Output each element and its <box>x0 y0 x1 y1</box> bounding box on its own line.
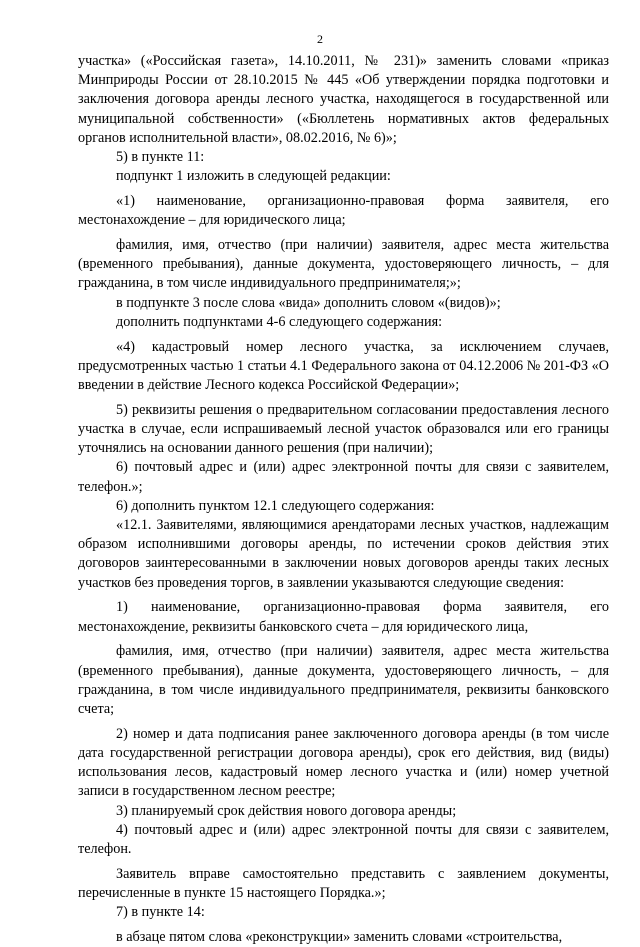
document-body <box>78 52 609 947</box>
paragraph-17: 4) почтовый адрес и (или) адрес электронной почты для связи с заявителем, телефон. <box>78 821 609 858</box>
paragraph-2: 5) в пункте 11: <box>116 149 205 166</box>
paragraph-16: 3) планируемый срок действия нового договора аренды; <box>116 802 457 819</box>
paragraph-4: «1) наименование, организационно-правовая форма заявителя, его местонахождение – для юридического лица; <box>78 193 609 229</box>
paragraph-14: фамилия, имя, отчество (при наличии) заявителя, адрес места жительства (временного пребывания), данные документа, удостоверяющего личность, – для гражданина, в том числе индивидуального предпринимателя, реквизиты банковского счета; <box>78 643 609 718</box>
paragraph-19: 7) в пункте 14: <box>116 904 205 921</box>
paragraph-3: подпункт 1 изложить в следующей редакции: <box>116 168 391 185</box>
paragraph-20: в абзаце пятом слова «реконструкции» заменить словами «строительства, <box>116 929 563 946</box>
paragraph-5: фамилия, имя, отчество (при наличии) заявителя, адрес места жительства (временного пребывания), данные документа, удостоверяющего личность, – для гражданина, в том числе индивидуального предпринимателя;»; <box>78 237 609 292</box>
paragraph-11: 6) дополнить пунктом 12.1 следующего содержания: <box>116 497 435 514</box>
paragraph-6: в подпункте 3 после слова «вида» дополнить словом «(видов)»; <box>116 294 501 311</box>
paragraph-13: 1) наименование, организационно-правовая форма заявителя, его местонахождение, реквизиты банковского счета – для юридического лица, <box>78 599 609 635</box>
paragraph-7: дополнить подпунктами 4-6 следующего содержания: <box>116 313 443 330</box>
paragraph-1: участка» («Российская газета», 14.10.2011, № 231)» заменить словами «приказ Минприроды России от 28.10.2015 № 445 «Об утверждении порядка подготовки и заключения договора аренды лесного участка, находящегося в государственной или муниципальной собственности» («Бюллетень нормативных актов федеральных органов исполнительной власти», 08.02.2016, № 6)»; <box>78 53 609 146</box>
paragraph-12: «12.1. Заявителями, являющимися арендаторами лесных участков, надлежащим образом исполнившими договоры аренды, по истечении сроков действия этих договоров заинтересованными в заключении новых договоров аренды таких лесных участков без проведения торгов, в заявлении указываются следующие сведения: <box>78 517 609 591</box>
paragraph-9: 5) реквизиты решения о предварительном согласовании предоставления лесного участка в случае, если испрашиваемый лесной участок образовался или его границы уточнялись на основании данного решения (при наличии); <box>78 401 609 457</box>
paragraph-8: «4) кадастровый номер лесного участка, за исключением случаев, предусмотренных частью 1 статьи 4.1 Федерального закона от 04.12.2006 № 201-ФЗ «О введении в действие Лесного кодекса Российской Федерации»; <box>78 338 609 394</box>
paragraph-10: 6) почтовый адрес и (или) адрес электронной почты для связи с заявителем, телефон.»; <box>78 459 609 495</box>
paragraph-15: 2) номер и дата подписания ранее заключенного договора аренды (в том числе дата государственной регистрации договора аренды), срок его действия, вид (виды) использования лесов, кадастровый номер лесного участка и (или) номер учетной записи в государственном лесном реестре; <box>78 725 609 800</box>
page-number: 2 <box>317 32 323 46</box>
paragraph-18: Заявитель вправе самостоятельно представить с заявлением документы, перечисленные в пункте 15 настоящего Порядка.»; <box>78 865 609 902</box>
